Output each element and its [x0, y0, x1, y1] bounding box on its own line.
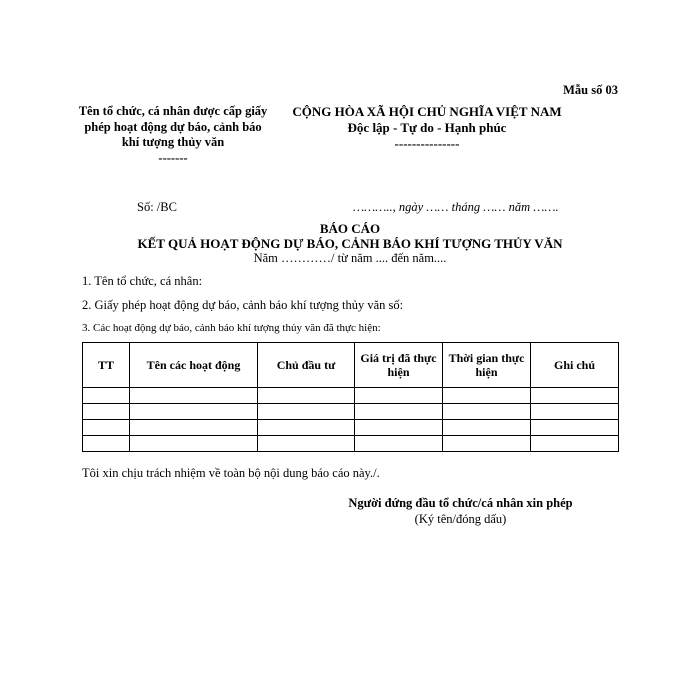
table-cell[interactable] — [258, 404, 355, 420]
organization-block — [78, 104, 268, 166]
table-cell[interactable] — [83, 388, 130, 404]
table-cell[interactable] — [258, 436, 355, 452]
table-cell[interactable] — [83, 436, 130, 452]
organization-label: Tên tổ chức, cá nhân được cấp giấy phép hoạt động dự báo, cảnh báo khí tượng thủy văn — [78, 104, 268, 149]
report-title — [80, 221, 620, 266]
place-date: ……….., ngày …… tháng …… năm ……. — [353, 200, 559, 214]
header-activity-name: Tên các hoạt động — [130, 343, 258, 388]
table-cell[interactable] — [443, 420, 531, 436]
national-header — [272, 104, 582, 152]
field-activities: 3. Các hoạt động dự báo, cảnh báo khí tượng thủy văn đã thực hiện: — [82, 322, 381, 334]
table-cell[interactable] — [83, 404, 130, 420]
table-cell[interactable] — [258, 420, 355, 436]
table-cell[interactable] — [531, 404, 619, 420]
table-cell[interactable] — [130, 420, 258, 436]
signature-block — [318, 495, 603, 527]
motto-divider: --------------- — [394, 136, 460, 151]
title-line-2: KẾT QUẢ HOẠT ĐỘNG DỰ BÁO, CẢNH BÁO KHÍ TƯỢNG THỦY VĂN — [137, 236, 563, 251]
table-cell[interactable] — [443, 404, 531, 420]
table-cell[interactable] — [531, 420, 619, 436]
header-value: Giá trị đã thực hiện — [355, 343, 443, 388]
table-row — [83, 388, 619, 404]
table-cell[interactable] — [355, 420, 443, 436]
table-cell[interactable] — [443, 436, 531, 452]
table-row — [83, 436, 619, 452]
title-line-1: BÁO CÁO — [319, 221, 381, 236]
table-cell[interactable] — [531, 436, 619, 452]
activities-table — [82, 342, 619, 452]
table-row — [83, 404, 619, 420]
header-notes: Ghi chú — [531, 343, 619, 388]
field-license-number: 2. Giấy phép hoạt động dự báo, cảnh báo khí tượng thủy văn số: — [82, 298, 404, 312]
motto: Độc lập - Tự do - Hạnh phúc — [347, 120, 507, 135]
table-cell[interactable] — [130, 388, 258, 404]
form-number: Mẫu số 03 — [563, 83, 618, 97]
document-number: Số: /BC — [137, 200, 177, 214]
country-name: CỘNG HÒA XÃ HỘI CHỦ NGHĨA VIỆT NAM — [292, 104, 562, 119]
table-row — [83, 420, 619, 436]
header-time: Thời gian thực hiện — [443, 343, 531, 388]
signer-title: Người đứng đầu tổ chức/cá nhân xin phép — [348, 496, 573, 510]
table-header-row — [83, 343, 619, 388]
field-organization-name: 1. Tên tổ chức, cá nhân: — [82, 274, 203, 288]
commitment-statement: Tôi xin chịu trách nhiệm về toàn bộ nội dung báo cáo này./. — [82, 466, 380, 480]
table-cell[interactable] — [531, 388, 619, 404]
header-tt: TT — [83, 343, 130, 388]
table-cell[interactable] — [443, 388, 531, 404]
header-investor: Chủ đầu tư — [258, 343, 355, 388]
title-line-3: Năm …………/ từ năm .... đến năm.... — [253, 251, 447, 265]
table-cell[interactable] — [355, 404, 443, 420]
signer-note: (Ký tên/đóng dấu) — [414, 512, 507, 526]
table-cell[interactable] — [355, 436, 443, 452]
table-cell[interactable] — [130, 404, 258, 420]
table-cell[interactable] — [258, 388, 355, 404]
table-cell[interactable] — [355, 388, 443, 404]
table-cell[interactable] — [83, 420, 130, 436]
table-cell[interactable] — [130, 436, 258, 452]
organization-divider: ------- — [158, 150, 188, 165]
